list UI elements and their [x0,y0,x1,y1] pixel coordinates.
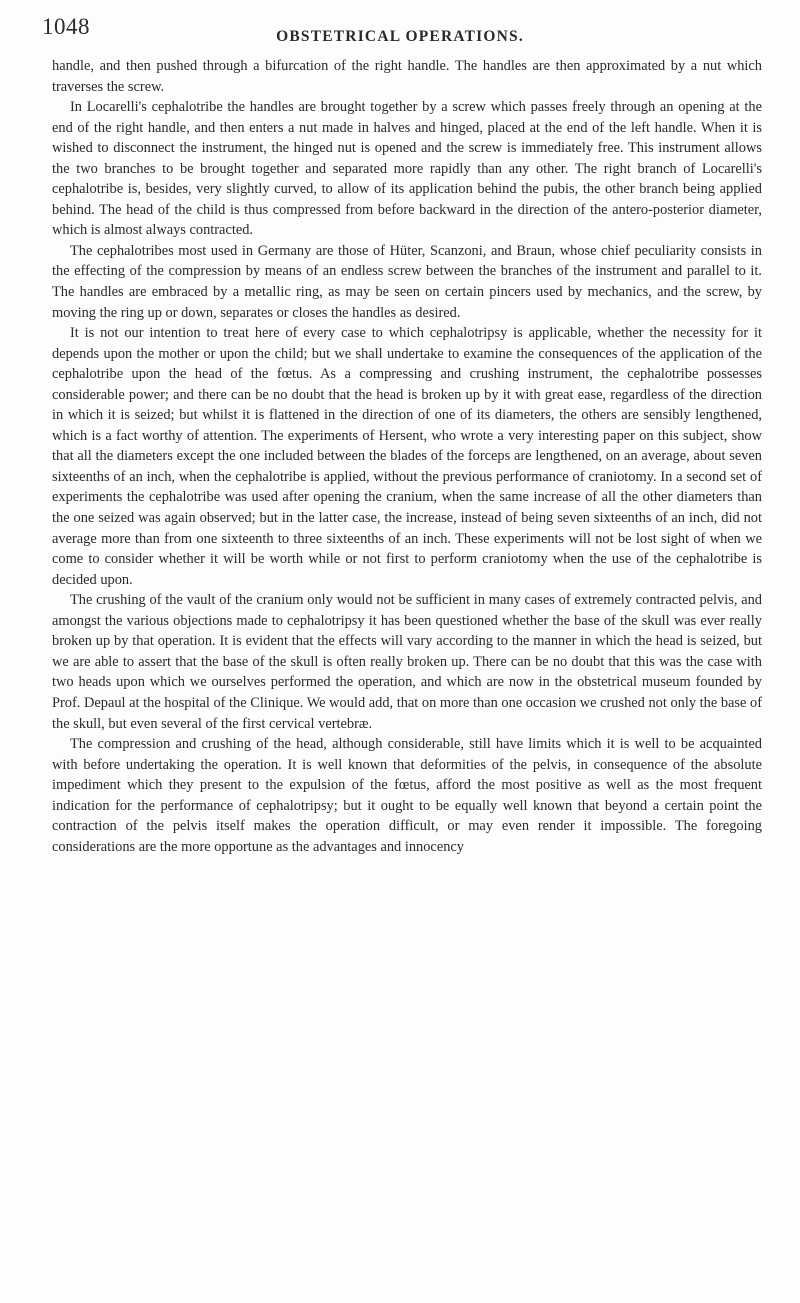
paragraph: The compression and crushing of the head, although considerable, still have limits which it is well to be acquainted with before undertaking the operation. It is well known that deformities of the pelvis, in consequence of the absolute impediment which they present to the expulsion of the fœtus, afford the most positive as well as the most frequent indication for the performance of cephalotripsy; but it ought to be equally well known that beyond a certain point the contraction of the pelvis itself makes the operation difficult, or may even render it impossible. The foregoing considerations are the more opportune as the advantages and innocency [52,736,762,855]
paragraph: In Locarelli's cephalotribe the handles are brought together by a screw which passes freely through an opening at the end of the right handle, and then enters a nut made in halves and hinged, placed at the end of the left handle. When it is wished to disconnect the instrument, the hinged nut is opened and the screw is immediately free. This instrument allows the two branches to be brought together and separated more rapidly than any other. The right branch of Locarelli's cephalotribe is, besides, very slightly curved, to allow of its application behind the pubis, the other branch being applied behind. The head of the child is thus compressed from before backward in the direction of the antero-posterior diameter, which is almost always contracted. [52,99,762,239]
running-head: OBSTETRICAL OPERATIONS. [276,28,524,45]
paragraph: It is not our intention to treat here of every case to which cephalotripsy is applicable, whether the necessity for it depends upon the mother or upon the child; but we shall undertake to examine the consequences of the application of the cephalotribe upon the head of the fœtus. As a compressing and crushing instrument, the cephalotribe possesses considerable power; and there can be no doubt that the head is broken up by it with great ease, regardless of the direction in which it is seized; but whilst it is flattened in the direction of one of its diameters, the others are sensibly lengthened, which is a fact worthy of attention. The experiments of Hersent, who wrote a very interesting paper on this subject, show that all the diameters except the one included between the blades of the forceps are lengthened, on an average, about seven sixteenths of an inch, when the cephalotribe is applied, without the previous performance of craniotomy. In a second set of experiments the cephalotribe was used after opening the cranium, when the same increase of all the other diameters than the one seized was again observed; but in the latter case, the increase, instead of being seven sixteenths of an inch, did not average more than from one sixteenth to three sixteenths of an inch. These experiments will not be lost sight of when we come to consider whether it will be worth while or not first to perform craniotomy when the use of the cephalotribe is decided upon. [52,325,762,588]
paragraph-continued: handle, and then pushed through a bifurcation of the right handle. The handles are then approximated by a nut which traverses the screw. [52,58,762,95]
paragraph: The cephalotribes most used in Germany are those of Hüter, Scanzoni, and Braun, whose chief peculiarity consists in the effecting of the compression by means of an endless screw between the branches of the instrument and parallel to it. The handles are embraced by a metallic ring, as may be seen on certain pincers used by mechanics, and the screw, by moving the ring up or down, separates or closes the handles as desired. [52,242,762,321]
body-text [52,56,762,857]
page-header [42,14,758,54]
paragraph: The crushing of the vault of the cranium only would not be sufficient in many cases of extremely contracted pelvis, and amongst the various objections made to cephalotripsy it has been questioned whether the base of the skull was ever really broken up by that operation. It is evident that the effects will vary according to the manner in which the head is seized, but we are able to assert that the base of the skull is often really broken up. There can be no doubt that this was the case with two heads upon which we ourselves performed the operation, and which are now in the obstetrical museum founded by Prof. Depaul at the hospital of the Clinique. We would add, that on more than one occasion we crushed not only the base of the skull, but even several of the first cervical vertebræ. [52,592,762,732]
page-number: 1048 [42,14,90,39]
